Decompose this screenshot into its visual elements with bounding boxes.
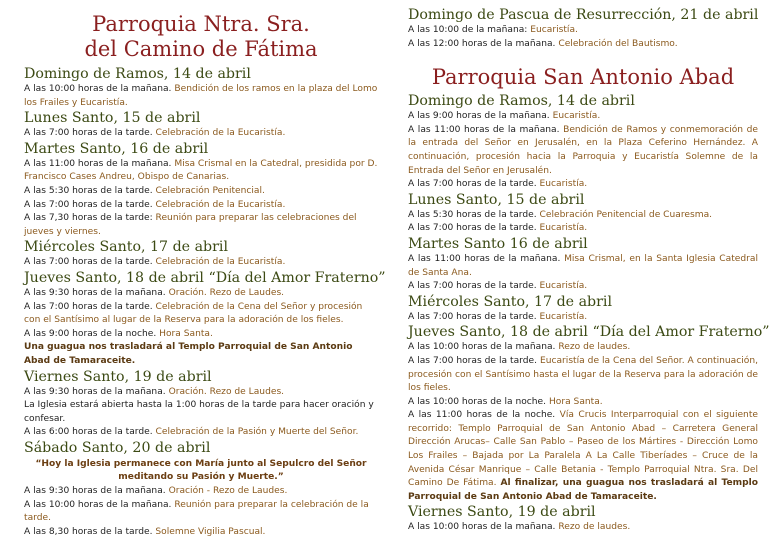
entry-time: A las 7,30 horas de la tarde: (24, 213, 153, 224)
schedule-entry (408, 222, 758, 236)
day-heading-jueves: Jueves Santo, 18 de abril “Día del Amor Fraterno” (408, 324, 770, 341)
entry-description: Celebración de la Pasión y Muerte del Señor. (155, 427, 359, 438)
entry-time: A las 11:00 horas de la mañana. (408, 124, 560, 135)
entry-time: A las 7:00 horas de la tarde. (24, 301, 153, 312)
day-heading-pascua: Domingo de Pascua de Resurrección, 21 de abril (408, 7, 759, 23)
entry-description: Misa Crismal, en la Santa Iglesia Catedral de Santa Ana. (408, 253, 758, 278)
entry-description: Celebración de la Eucaristía. (155, 128, 286, 139)
day-heading-sabado: Sábado Santo, 20 de abril (24, 439, 211, 456)
schedule-entry (408, 396, 758, 410)
schedule-entry (408, 38, 758, 52)
entry-time: A las 10:00 horas de la mañana. (408, 522, 556, 533)
entry-description: Reunión para preparar las celebraciones del jueves y viernes. (24, 213, 357, 237)
schedule-entry (408, 311, 758, 325)
schedule-entry (408, 124, 758, 178)
entry-description: Eucaristía. (539, 179, 588, 190)
entry-time: A las 7:00 horas de la tarde. (24, 199, 153, 210)
entry-description: Eucaristía. (530, 25, 578, 35)
entry-description: Celebración de la Eucaristía. (155, 199, 286, 210)
entry-description: Eucaristía de la Cena del Señor. A continuación, procesión con el Santísimo hasta el lugar de la Reserva para la adoración de los fieles. (408, 355, 758, 394)
entry-time: A las 10:00 de la mañana: (408, 25, 528, 35)
left-column (24, 0, 386, 539)
entry-time: A las 9:30 horas de la mañana. (24, 386, 166, 397)
entry-time: A las 10:00 horas de la mañana. (24, 84, 172, 94)
sabado-quote: “Hoy la Iglesia permanece con María junto al Sepulcro del Señor meditando su Pasión y Muerte.” (35, 458, 367, 483)
entry-description: Bendición de los ramos en la plaza del Lomo los Frailes y Eucaristía. (24, 84, 378, 108)
schedule-entry (24, 287, 378, 301)
entry-time: A las 7:00 horas de la tarde. (24, 257, 153, 268)
entry-description: Oración - Rezo de Laudes. (168, 486, 288, 497)
entry-time: A las 7:00 horas de la tarde. (408, 311, 537, 322)
entry-time: A las 12:00 horas de la mañana. (408, 38, 556, 49)
schedule-entry (24, 485, 378, 499)
entry-description: Celebración Penitencial de Cuaresma. (539, 209, 713, 220)
right-column (408, 0, 770, 535)
day-heading-ramos: Domingo de Ramos, 14 de abril (24, 66, 251, 82)
schedule-entry (408, 209, 758, 223)
day-heading-miercoles: Miércoles Santo, 17 de abril (408, 293, 612, 310)
entry-description: Celebración de la Cena del Señor y procesión con el Santísimo al lugar de la Reserva para la adoración de los fieles. (24, 301, 363, 326)
entry-text: La Iglesia estará abierta hasta la 1:00 horas de la tarde para hacer oración y confesar. (24, 400, 374, 424)
schedule-entry (24, 212, 378, 239)
parish-title-fatima (24, 0, 378, 62)
entry-description: Oración. Rezo de Laudes. (168, 386, 285, 397)
schedule-entry (408, 253, 758, 280)
schedule-entry (408, 110, 758, 124)
entry-description: Eucaristía. (539, 281, 588, 292)
parish-title-line2: del Camino de Fátima (84, 37, 318, 61)
entry-description: Rezo de laudes. (558, 342, 631, 353)
entry-description: Hora Santa. (159, 328, 213, 339)
entry-time: A las 11:00 horas de la mañana. (24, 158, 172, 169)
schedule-entry (408, 521, 758, 535)
schedule-entry (408, 341, 758, 355)
schedule-entry (24, 158, 378, 185)
entry-time: A las 7:00 horas de la tarde. (408, 355, 538, 366)
entry-time: A las 8,30 horas de la tarde. (24, 526, 153, 537)
schedule-entry (24, 185, 378, 199)
entry-description: Solemne Vigilia Pascual. (155, 526, 266, 537)
schedule-entry (24, 127, 378, 141)
schedule-entry (408, 355, 758, 396)
entry-description: Celebración del Bautismo. (558, 38, 678, 49)
bus-note: Una guagua nos trasladará al Templo Parroquial de San Antonio Abad de Tamaraceite. (24, 342, 353, 366)
day-heading-martes: Martes Santo 16 de abril (408, 235, 588, 252)
entry-description: Bendición de Ramos y conmemoración de la entrada del Señor en Jerusalén, en la Plaza Ceferino Hernández. A continuación, procesión hacia la Parroquia y Eucaristía Solemne de la Entrada del Señor en Jerusalén. (408, 124, 758, 176)
entry-time: A las 7:00 horas de la tarde. (408, 223, 537, 234)
schedule-entry (24, 199, 378, 213)
schedule-entry (24, 301, 378, 328)
day-heading-ramos: Domingo de Ramos, 14 de abril (408, 93, 635, 110)
parish-title-line1: Parroquia Ntra. Sra. (92, 12, 310, 36)
schedule-entry (408, 409, 758, 504)
entry-description: Eucaristía. (539, 311, 588, 322)
parish-title-san-antonio: Parroquia San Antonio Abad (431, 65, 735, 90)
entry-time: A las 11:00 horas de la noche. (408, 410, 556, 421)
day-heading-jueves: Jueves Santo, 18 de abril “Día del Amor Fraterno” (24, 269, 386, 286)
day-heading-miercoles: Miércoles Santo, 17 de abril (24, 239, 228, 256)
schedule-entry (24, 426, 378, 440)
entry-description: Eucaristía. (539, 223, 588, 234)
schedule-entry (408, 24, 758, 38)
entry-description: Misa Crismal en la Catedral, presidida por D. Francisco Cases Andreu, Obispo de Canarias. (24, 158, 378, 183)
entry-time: A las 5:30 horas de la tarde. (408, 209, 537, 220)
entry-time: A las 7:00 horas de la tarde. (24, 128, 153, 139)
entry-description: Celebración Penitencial. (155, 185, 265, 196)
entry-time: A las 7:00 horas de la tarde. (408, 179, 537, 190)
schedule-entry (24, 328, 378, 342)
entry-time: A las 9:30 horas de la mañana. (24, 287, 166, 298)
entry-time: A las 10:00 horas de la noche. (408, 396, 547, 407)
schedule-entry (24, 526, 378, 540)
schedule-entry (408, 178, 758, 192)
entry-time: A las 7:00 horas de la tarde. (408, 281, 537, 292)
schedule-entry (24, 499, 378, 526)
day-heading-viernes: Viernes Santo, 19 de abril (24, 368, 212, 385)
schedule-entry (24, 386, 378, 400)
day-heading-viernes: Viernes Santo, 19 de abril (408, 504, 596, 521)
entry-description: Eucaristía. (552, 111, 601, 122)
entry-time: A las 10:00 horas de la mañana. (24, 499, 172, 510)
entry-description: Celebración de la Eucaristía. (155, 257, 286, 268)
schedule-entry (24, 83, 378, 110)
entry-time: A las 10:00 horas de la mañana. (408, 342, 556, 353)
schedule-entry (408, 280, 758, 294)
entry-description: Vía Crucis Interparroquial con el siguiente recorrido: Templo Parroquial de San Antonio Abad – Carretera General Dirección Arucas– Calle San Pablo – Paseo de los Mártires - Dirección Lomo Los Frailes – Bajada por La Paralela A La Calle Tiberíades – Cruce de la Avenida César Manrique – Calle Betania - Templo Parroquial Ntra. Sra. Del Camino De Fátima. (408, 410, 758, 489)
entry-time: A las 9:00 horas de la mañana. (408, 111, 550, 122)
entry-time: A las 9:30 horas de la mañana. (24, 486, 166, 497)
entry-description: Reunión para preparar la celebración de la tarde. (24, 499, 369, 524)
entry-time: A las 5:30 horas de la tarde. (24, 185, 153, 196)
entry-time: A las 11:00 horas de la mañana. (408, 253, 561, 264)
schedule-entry (24, 256, 378, 270)
entry-description: Hora Santa. (548, 396, 603, 407)
schedule-entry (24, 399, 378, 426)
entry-time: A las 6:00 horas de la tarde. (24, 427, 153, 438)
day-heading-martes: Martes Santo, 16 de abril (24, 140, 209, 157)
bus-note: Al finalizar, una guagua nos trasladará al Templo Parroquial de San Antonio Abad de Tamaraceite. (408, 478, 758, 502)
entry-description: Oración. Rezo de Laudes. (168, 287, 285, 298)
entry-description: Rezo de laudes. (558, 522, 631, 533)
day-heading-lunes: Lunes Santo, 15 de abril (408, 191, 585, 208)
entry-time: A las 9:00 horas de la noche. (24, 328, 157, 339)
day-heading-lunes: Lunes Santo, 15 de abril (24, 110, 201, 127)
